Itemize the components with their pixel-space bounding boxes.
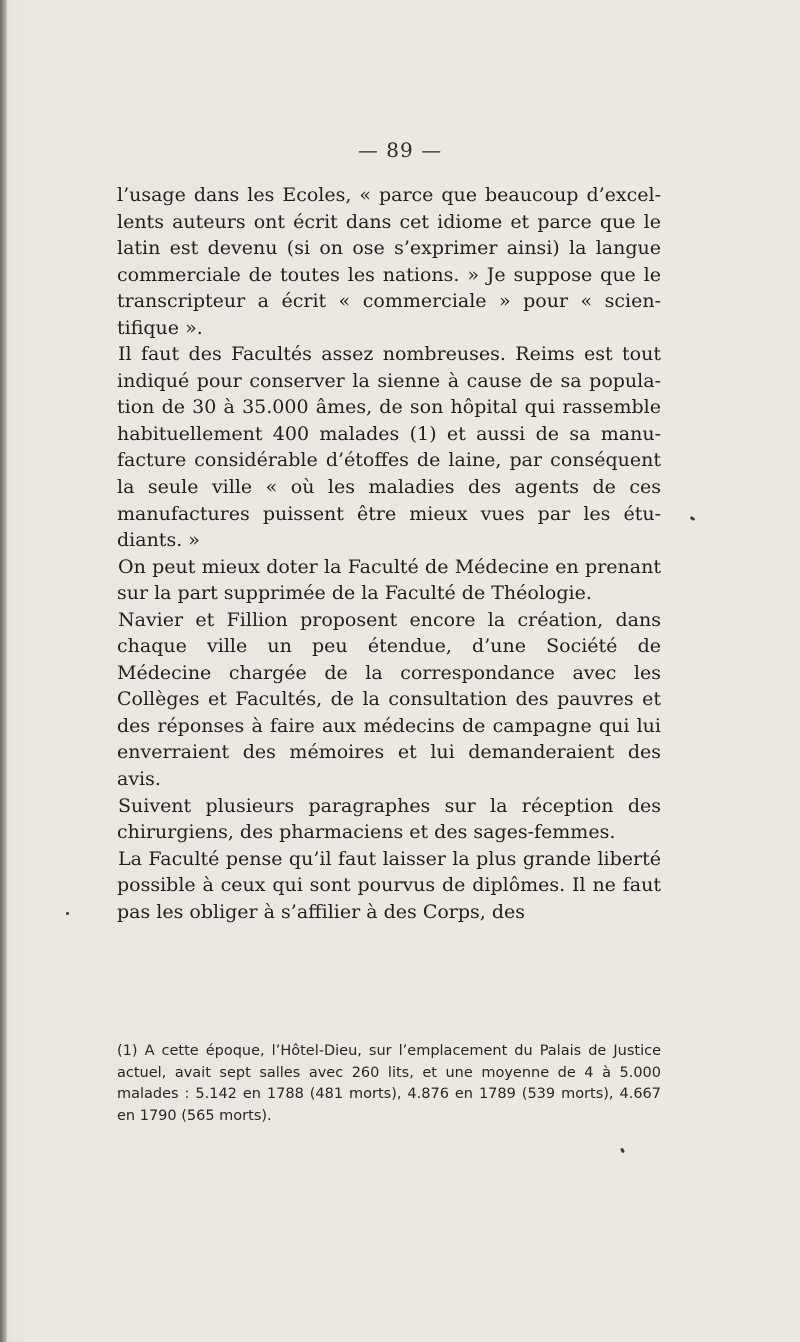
- body-text: [117, 182, 661, 925]
- ink-speck: [66, 912, 69, 915]
- paragraph-3: On peut mieux doter la Faculté de Médecine en prenant sur la part supprimée de la Faculté de Théologie.: [117, 555, 661, 605]
- paragraph-5: Suivent plusieurs paragraphes sur la réception des chirurgiens, des pharmaciens et des sages-femmes.: [117, 794, 661, 844]
- ink-speck: [690, 516, 696, 521]
- paragraph-1: l’usage dans les Ecoles, « parce que beaucoup d’excellents auteurs ont écrit dans cet idiome et parce que le latin est devenu (si on ose s’exprimer ainsi) la langue commerciale de toutes les nations. » Je suppose que le transcripteur a écrit « commerciale » pour « scientifique ».: [117, 184, 661, 339]
- footnote: (1) A cette époque, l’Hôtel-Dieu, sur l’emplacement du Palais de Justice actuel, avait sept salles avec 260 lits, et une moyenne de 4 à 5.000 malades : 5.142 en 1788 (481 morts), 4.876 en 1789 (539 morts), 4.667 en 1790 (565 morts).: [117, 1043, 661, 1124]
- paragraph-4: Navier et Fillion proposent encore la création, dans chaque ville un peu étendue, d’une Société de Médecine chargée de la correspondance avec les Collèges et Facultés, de la consultation des pauvres et des réponses à faire aux médecins de campagne qui lui enverraient des mémoires et lui demanderaient des avis.: [117, 608, 661, 791]
- ink-speck: [620, 1148, 625, 1154]
- book-spine-shadow: [0, 0, 7, 1342]
- page-number: — 89 —: [357, 138, 443, 162]
- paragraph-2: Il faut des Facultés assez nombreuses. Reims est tout indiqué pour conserver la sienne à cause de sa population de 30 à 35.000 âmes, de son hôpital qui rassemble habituellement 400 malades (1) et aussi de sa manufacture considérable d’étoffes de laine, par conséquent la seule ville « où les maladies des agents de ces manufactures puissent être mieux vues par les étudiants. »: [117, 343, 661, 552]
- paragraph-6: La Faculté pense qu’il faut laisser la plus grande liberté possible à ceux qui sont pourvus de diplômes. Il ne faut pas les obliger à s’affilier à des Corps, des: [117, 847, 661, 923]
